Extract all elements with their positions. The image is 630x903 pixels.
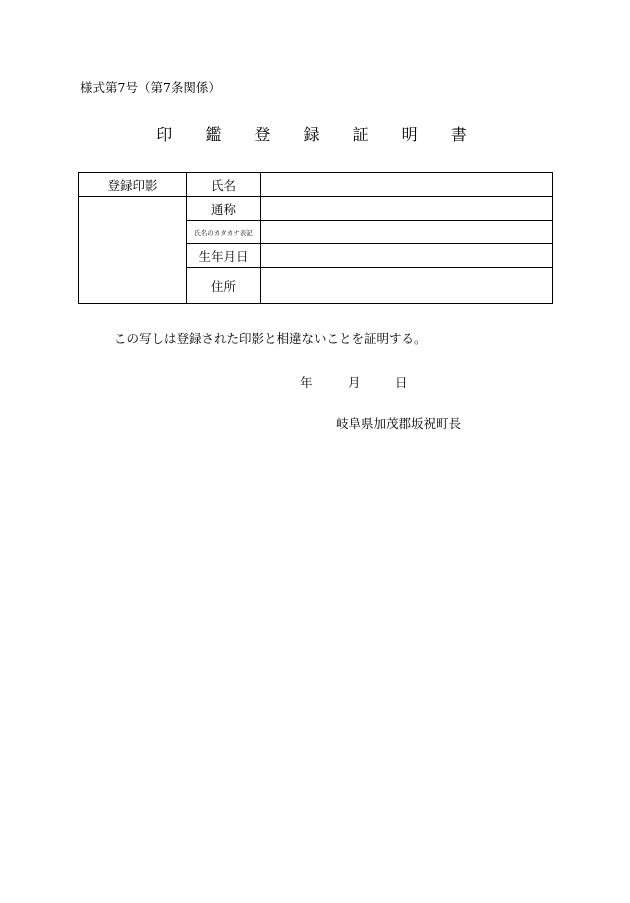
date-day-label: 日 bbox=[395, 375, 408, 390]
katakana-name-value bbox=[261, 221, 553, 244]
address-label: 住所 bbox=[187, 268, 261, 304]
name-label: 氏名 bbox=[187, 173, 261, 197]
issuer-name: 岐阜県加茂郡坂祝町長 bbox=[336, 416, 462, 431]
date-month-label: 月 bbox=[348, 375, 361, 390]
name-value bbox=[261, 173, 553, 197]
birthdate-value bbox=[261, 244, 553, 268]
table-row bbox=[79, 197, 553, 221]
seal-impression-header: 登録印影 bbox=[79, 173, 187, 197]
alias-label: 通称 bbox=[187, 197, 261, 221]
address-value bbox=[261, 268, 553, 304]
alias-value bbox=[261, 197, 553, 221]
document-title: 印 鑑 登 録 証 明 書 bbox=[156, 125, 481, 144]
katakana-name-label: 氏名のカタカナ表記 bbox=[187, 221, 261, 244]
form-number: 様式第7号（第7条関係） bbox=[80, 80, 221, 95]
registration-table bbox=[78, 172, 553, 304]
seal-impression-cell bbox=[79, 197, 187, 304]
date-year-label: 年 bbox=[300, 375, 313, 390]
certification-statement: この写しは登録された印影と相違ないことを証明する。 bbox=[114, 331, 427, 346]
table-row bbox=[79, 173, 553, 197]
birthdate-label: 生年月日 bbox=[187, 244, 261, 268]
